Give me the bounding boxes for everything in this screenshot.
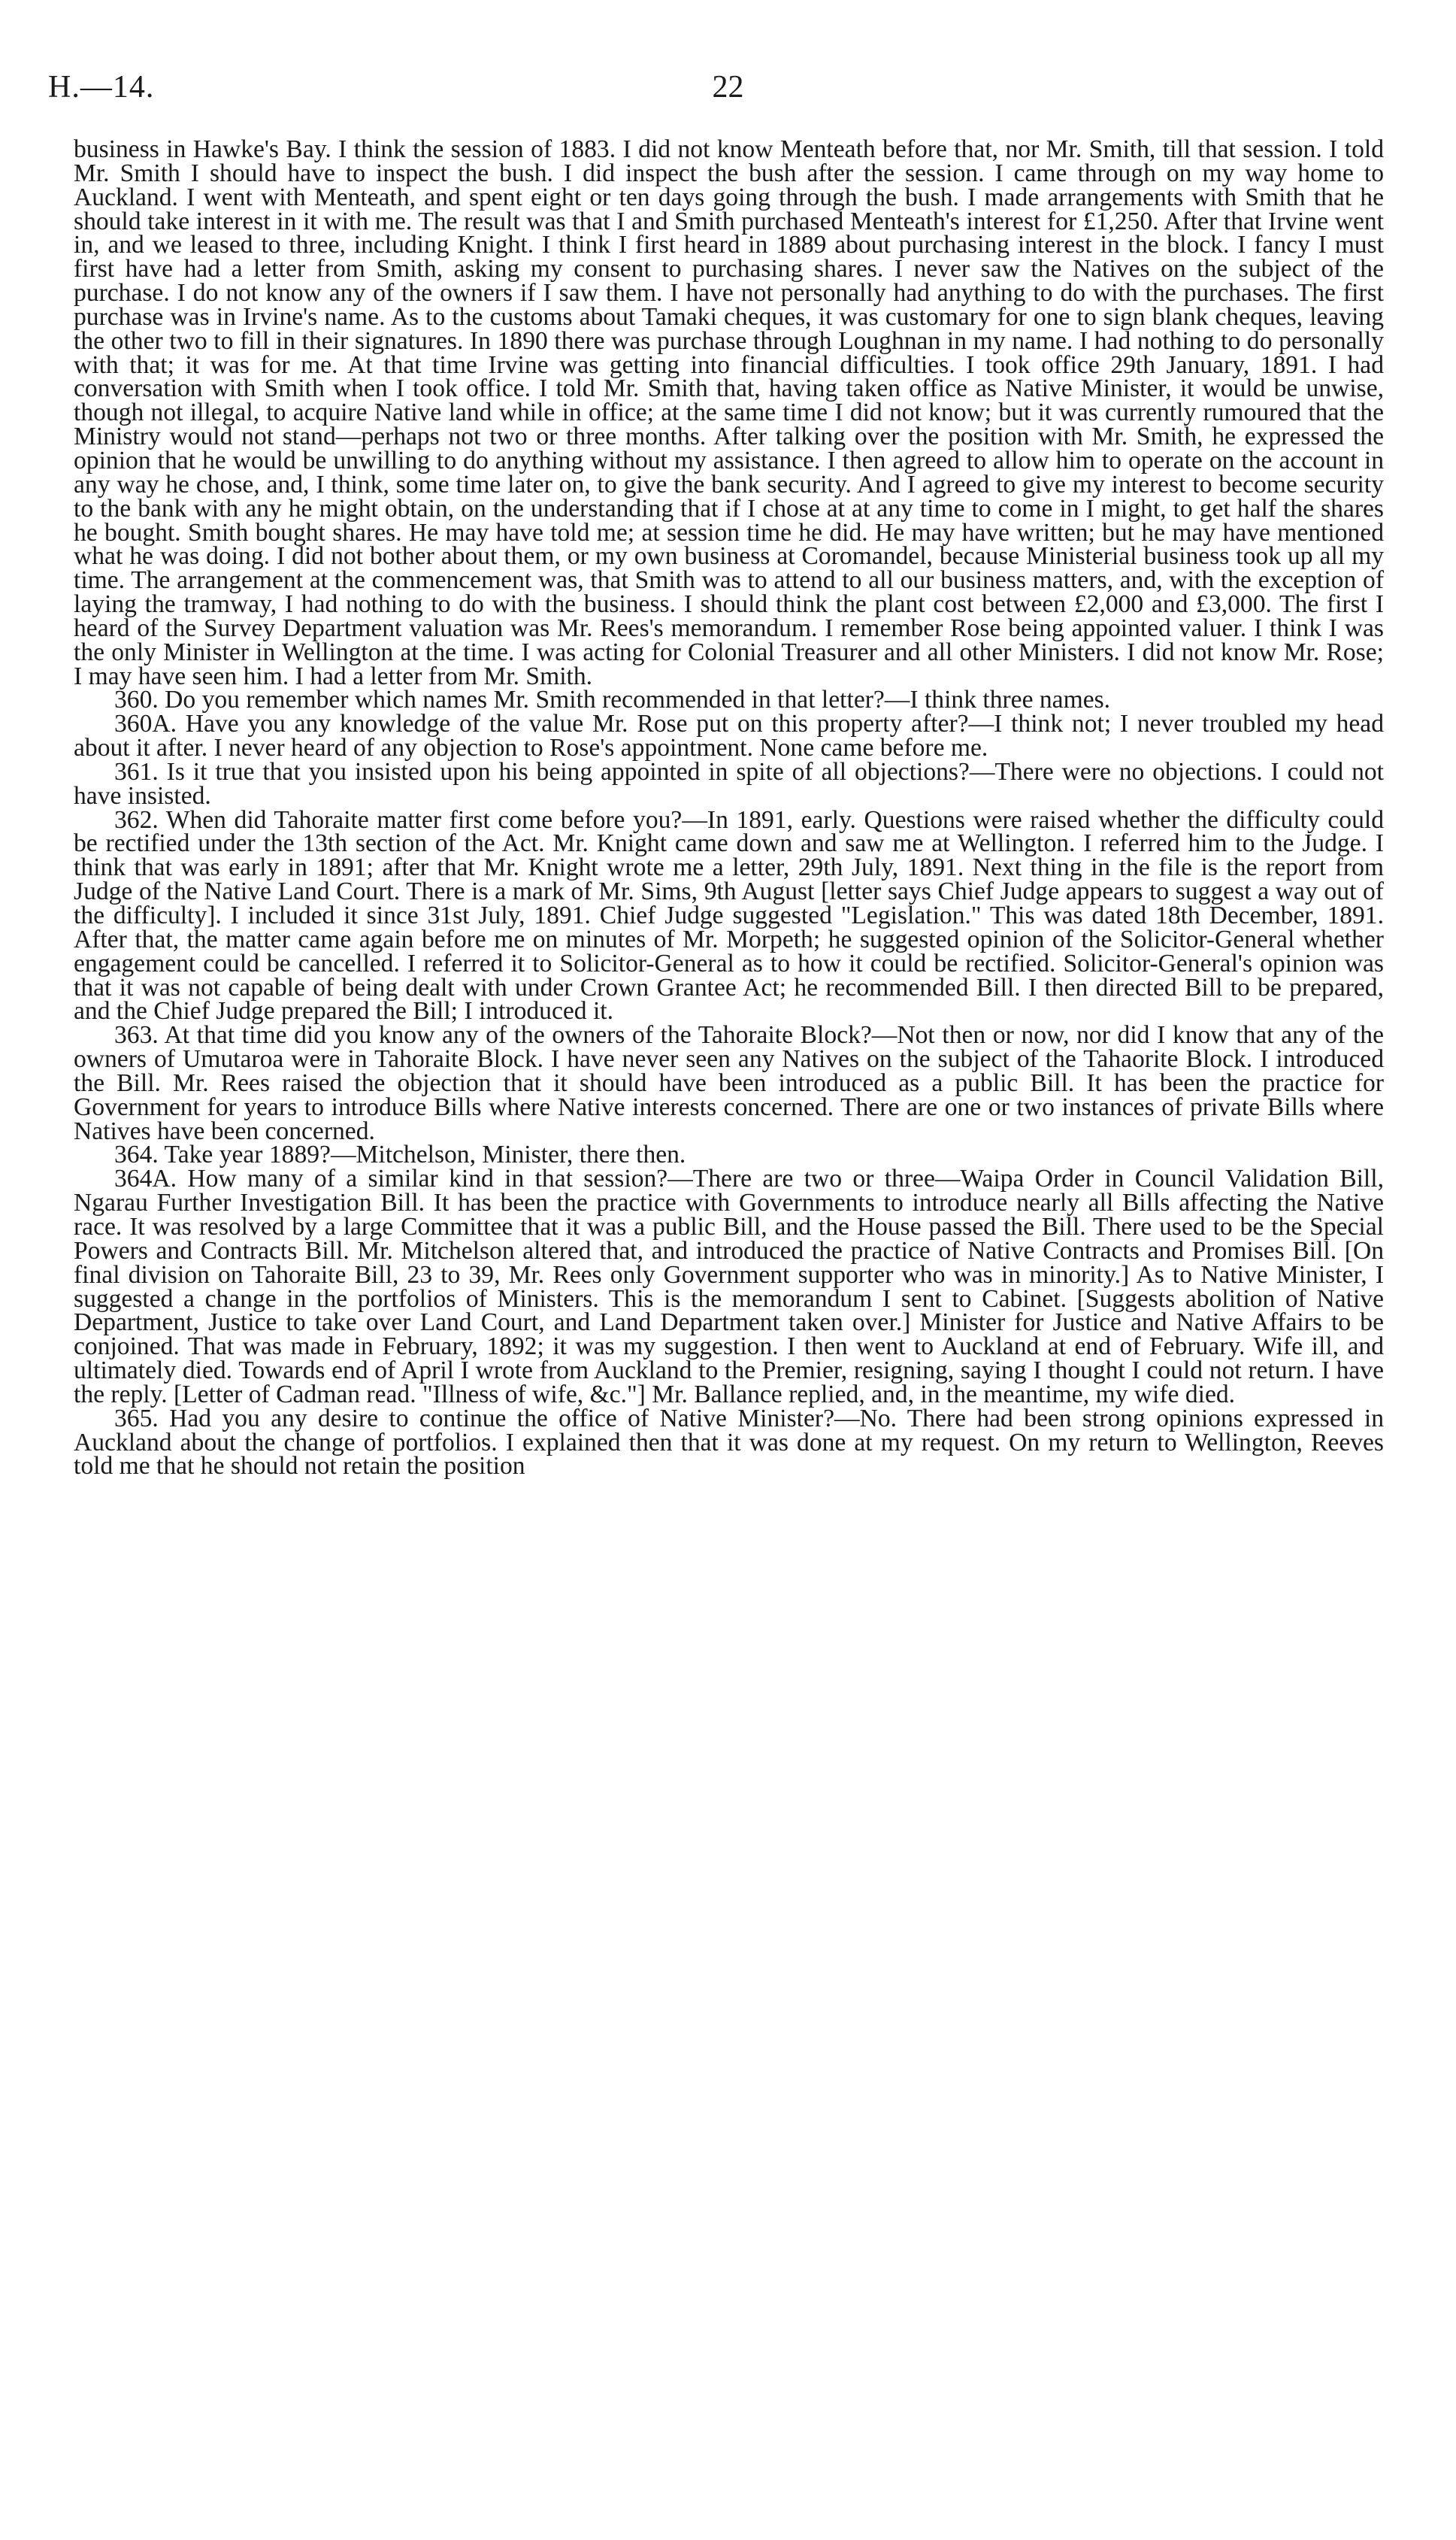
paragraph-continued-testimony: business in Hawke's Bay. I think the session of 1883. I did not know Menteath before that, nor Mr. Smith, till that session. I told Mr. Smith I should have to inspect the bush. I did inspect the bush after the session. I came through on my way home to Auckland. I went with Menteath, and spent eight or ten days going through the bush. I made arrangements with Smith that he should take interest in it with me. The result was that I and Smith purchased Menteath's interest for £1,250. After that Irvine went in, and we leased to three, including Knight. I think I first heard in 1889 about purchasing interest in the block. I fancy I must first have had a letter from Smith, asking my consent to purchasing shares. I never saw the Natives on the subject of the purchase. I do not know any of the owners if I saw them. I have not personally had anything to do with the purchases. The first purchase was in Irvine's name. As to the customs about Tamaki cheques, it was customary for one to sign blank cheques, leaving the other two to fill in their signatures. In 1890 there was purchase through Loughnan in my name. I had nothing to do personally with that; it was for me. At that time Irvine was getting into financial difficulties. I took office 29th January, 1891. I had conversation with Smith when I took office. I told Mr. Smith that, having taken office as Native Minister, it would be unwise, though not illegal, to acquire Native land while in office; at the same time I did not know; but it was currently rumoured that the Ministry would not stand—perhaps not two or three months. After talking over the position with Mr. Smith, he expressed the opinion that he would be unwilling to do anything without my assistance. I then agreed to allow him to operate on the account in any way he chose, and, I think, some time later on, to give the bank security. And I agreed to give my interest to become security to the bank with any he might obtain, on the understanding that if I chose at at any time to come in I might, to get half the shares he bought. Smith bought shares. He may have told me; at session time he did. He may have written; but he may have mentioned what he was doing. I did not bother about them, or my own business at Coromandel, because Ministerial business took up all my time. The arrangement at the commencement was, that Smith was to attend to all our business matters, and, with the exception of laying the tramway, I had nothing to do with the business. I should think the plant cost between £2,000 and £3,000. The first I heard of the Survey Department valuation was Mr. Rees's memorandum. I remember Rose being appointed valuer. I think I was the only Minister in Wellington at the time. I was acting for Colonial Treasurer and all other Ministers. I did not know Mr. Rose; I may have seen him. I had a letter from Mr. Smith.: [74, 135, 1384, 690]
question-361: 361. Is it true that you insisted upon his being appointed in spite of all objections?—There were no objections. I could not have insisted.: [74, 757, 1384, 810]
question-360a: 360A. Have you any knowledge of the value Mr. Rose put on this property after?—I think not; I never troubled my head about it after. I never heard of any objection to Rose's appointment. None came before me.: [74, 710, 1384, 762]
body-text: [74, 135, 1384, 1481]
question-364a: 364A. How many of a similar kind in that session?—There are two or three—Waipa Order in Council Validation Bill, Ngarau Further Investigation Bill. It has been the practice with Governments to introduce nearly all Bills affecting the Native race. It was resolved by a large Committee that it was a public Bill, and the House passed the Bill. There used to be the Special Powers and Contracts Bill. Mr. Mitchelson altered that, and introduced the practice of Native Contracts and Promises Bill. [On final division on Tahoraite Bill, 23 to 39, Mr. Rees only Government supporter who was in minority.] As to Native Minister, I suggested a change in the portfolios of Ministers. This is the memorandum I sent to Cabinet. [Suggests abolition of Native Department, Justice to take over Land Court, and Land Department taken over.] Minister for Justice and Native Affairs to be conjoined. That was made in February, 1892; it was my suggestion. I then went to Auckland at end of February. Wife ill, and ultimately died. Towards end of April I wrote from Auckland to the Premier, resigning, saying I thought I could not return. I have the reply. [Letter of Cadman read. "Illness of wife, &c."] Mr. Ballance replied, and, in the meantime, my wife died.: [74, 1165, 1384, 1408]
question-365: 365. Had you any desire to continue the office of Native Minister?—No. There had been strong opinions expressed in Auckland about the change of portfolios. I explained then that it was done at my request. On my return to Wellington, Reeves told me that he should not retain the position: [74, 1404, 1384, 1481]
document-reference: H.—14.: [48, 70, 155, 105]
question-363: 363. At that time did you know any of the owners of the Tahoraite Block?—Not then or now, nor did I know that any of the owners of Umutaroa were in Tahoraite Block. I have never seen any Natives on the subject of the Tahaorite Block. I introduced the Bill. Mr. Rees raised the objection that it should have been introduced as a public Bill. It has been the practice for Government for years to introduce Bills where Native interests concerned. There are one or two instances of private Bills where Natives have been concerned.: [74, 1021, 1384, 1145]
question-364: 364. Take year 1889?—Mitchelson, Minister, there then.: [114, 1141, 686, 1169]
question-362: 362. When did Tahoraite matter first come before you?—In 1891, early. Questions were raised whether the difficulty could be rectified under the 13th section of the Act. Mr. Knight came down and saw me at Wellington. I referred him to the Judge. I think that was early in 1891; after that Mr. Knight wrote me a letter, 29th July, 1891. Next thing in the file is the report from Judge of the Native Land Court. There is a mark of Mr. Sims, 9th August [letter says Chief Judge appears to suggest a way out of the difficulty]. I included it since 31st July, 1891. Chief Judge suggested "Legislation." This was dated 18th December, 1891. After that, the matter came again before me on minutes of Mr. Morpeth; he suggested opinion of the Solicitor-General whether engagement could be cancelled. I referred it to Solicitor-General as to how it could be rectified. Solicitor-General's opinion was that it was not capable of being dealt with under Crown Grantee Act; he recommended Bill. I then directed Bill to be prepared, and the Chief Judge prepared the Bill; I introduced it.: [74, 805, 1384, 1026]
question-360: 360. Do you remember which names Mr. Smith recommended in that letter?—I think three names.: [114, 686, 1111, 714]
page-header: [48, 69, 1408, 114]
page-number: 22: [712, 70, 744, 105]
